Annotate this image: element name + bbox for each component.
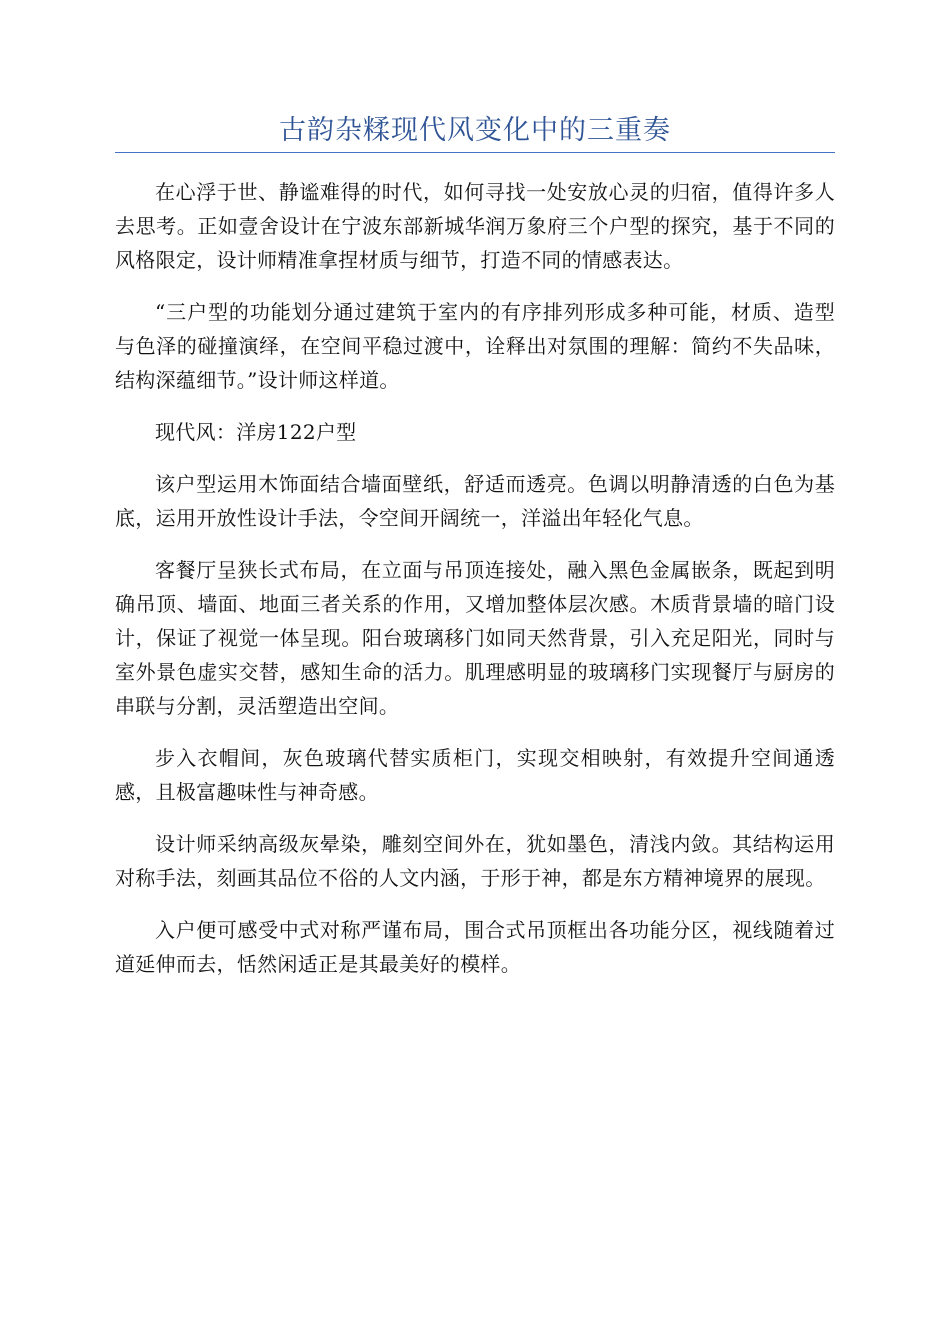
- paragraph-section-heading: 现代风：洋房122户型: [155, 420, 357, 444]
- paragraph-grey-tones: 设计师采纳高级灰晕染，雕刻空间外在，犹如墨色，清浅内敛。其结构运用对称手法，刻画其品位不俗的人文内涵，于形于神，都是东方精神境界的展现。: [115, 832, 835, 890]
- paragraph-entrance: 入户便可感受中式对称严谨布局，围合式吊顶框出各功能分区，视线随着过道延伸而去，恬然闲适正是其最美好的模样。: [115, 918, 835, 976]
- paragraph-living-dining: 客餐厅呈狭长式布局，在立面与吊顶连接处，融入黑色金属嵌条，既起到明确吊顶、墙面、地面三者关系的作用，又增加整体层次感。木质背景墙的暗门设计，保证了视觉一体呈现。阳台玻璃移门如同天然背景，引入充足阳光，同时与室外景色虚实交替，感知生命的活力。肌理感明显的玻璃移门实现餐厅与厨房的串联与分割，灵活塑造出空间。: [115, 558, 835, 718]
- paragraph-cloakroom: 步入衣帽间，灰色玻璃代替实质柜门，实现交相映射，有效提升空间通透感，且极富趣味性与神奇感。: [115, 746, 835, 804]
- paragraph-intro: 在心浮于世、静谧难得的时代，如何寻找一处安放心灵的归宿，值得许多人去思考。正如壹舍设计在宁波东部新城华润万象府三个户型的探究，基于不同的风格限定，设计师精准拿捏材质与细节，打造不同的情感表达。: [115, 180, 835, 272]
- document-title: 古韵杂糅现代风变化中的三重奏: [115, 112, 835, 153]
- paragraph-designer-quote: “三户型的功能划分通过建筑于室内的有序排列形成多种可能，材质、造型与色泽的碰撞演绎，在空间平稳过渡中，诠释出对氛围的理解：简约不失品味，结构深蕴细节。”设计师这样道。: [115, 300, 835, 392]
- document-page: [115, 112, 835, 999]
- document-body: [115, 175, 835, 981]
- paragraph-overview: 该户型运用木饰面结合墙面壁纸，舒适而透亮。色调以明静清透的白色为基底，运用开放性设计手法，令空间开阔统一，洋溢出年轻化气息。: [115, 472, 835, 530]
